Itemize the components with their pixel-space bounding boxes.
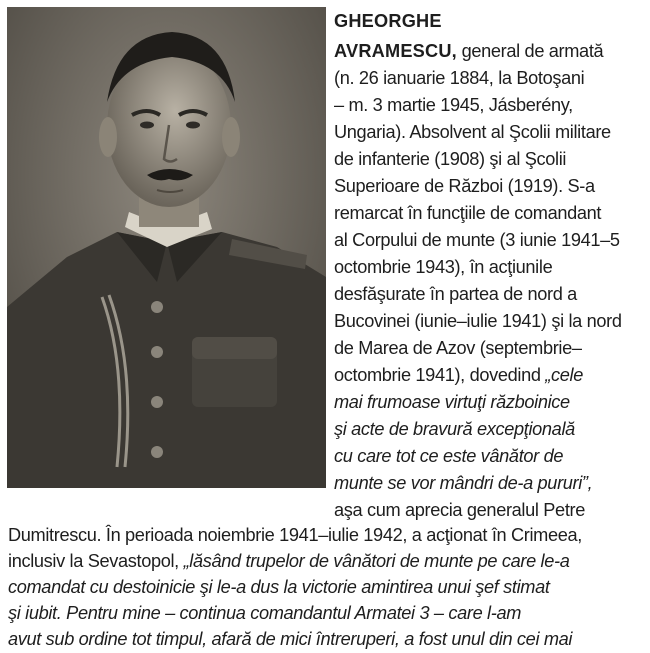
article-text: general de armată (456, 41, 604, 61)
article-line: Dumitrescu. În perioada noiembrie 1941–iulie 1942, a acţionat în Crimeea, (8, 525, 582, 545)
article-line: Bucovinei (iunie–iulie 1941) şi la nord (334, 311, 622, 331)
quote-text: „lăsând trupelor de vânători de munte pe care le-a (178, 551, 570, 571)
article-line: al Corpului de munte (3 iunie 1941–5 (334, 230, 620, 250)
article-line: – m. 3 martie 1945, Jásberény, (334, 95, 573, 115)
quote-line: şi acte de bravură excepţională (334, 419, 575, 439)
quote-line: comandat cu destoinicie şi le-a dus la victorie amintirea unui şef stimat (8, 577, 550, 597)
article-text: octombrie 1941), dovedind (334, 365, 541, 385)
name-last: AVRAMESCU, (334, 41, 457, 61)
article-line: desfăşurate în partea de nord a (334, 284, 577, 304)
article-line: aşa cum aprecia generalul Petre (334, 500, 585, 520)
article-line: octombrie 1943), în acţiunile (334, 257, 553, 277)
article-line (334, 40, 603, 62)
article-line: remarcat în funcţiile de comandant (334, 203, 602, 223)
article-line (334, 364, 583, 386)
quote-line: munte se vor mândri de-a pururi”, (334, 473, 593, 493)
article-line: Ungaria). Absolvent al Şcolii militare (334, 122, 611, 142)
portrait-photo (7, 7, 326, 488)
article-line: de Marea de Azov (septembrie– (334, 338, 582, 358)
article-line: de infanterie (1908) şi al Şcolii (334, 149, 567, 169)
quote-line: cu care tot ce este vânător de (334, 446, 564, 466)
article-line: Superioare de Război (1919). S-a (334, 176, 595, 196)
quote-line: mai frumoase virtuţi războinice (334, 392, 570, 412)
quote-line: avut sub ordine tot timpul, afară de mici întreruperi, a fost unul din cei mai (8, 629, 573, 649)
article-text: inclusiv la Sevastopol, (8, 551, 179, 571)
article-line (8, 550, 570, 572)
quote-text: „cele (540, 365, 583, 385)
article-line: (n. 26 ianuarie 1884, la Botoşani (334, 68, 585, 88)
quote-line: şi iubit. Pentru mine – continua comandantul Armatei 3 – care l-am (8, 603, 522, 623)
name-first: GHEORGHE (334, 11, 442, 31)
